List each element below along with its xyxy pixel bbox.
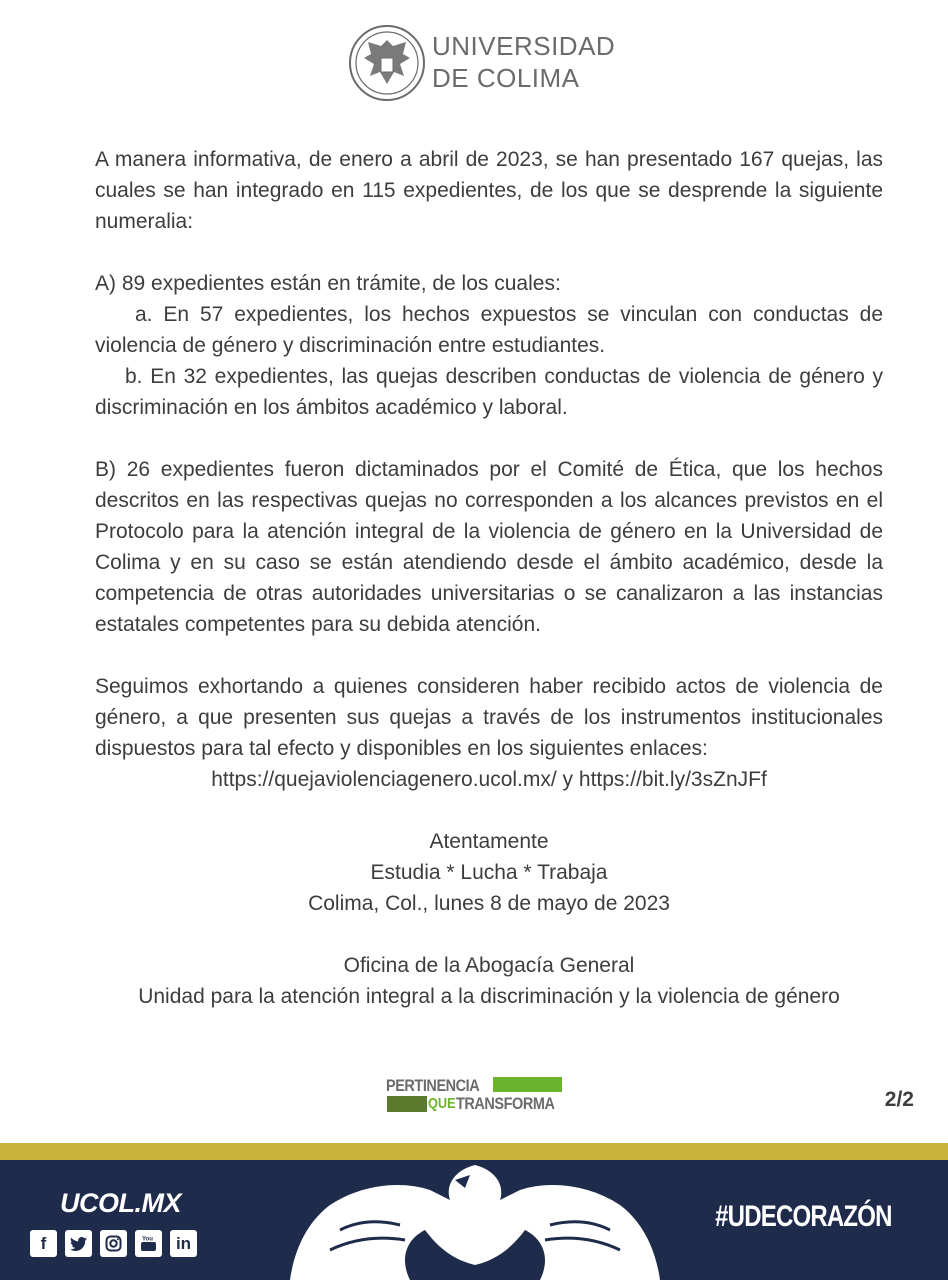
university-name — [432, 30, 615, 94]
transforma-word: TRANSFORMA — [456, 1094, 555, 1113]
intro-paragraph: A manera informativa, de enero a abril de 2023, se han presentado 167 quejas, las cuales se han integrado en 115 expedientes, de los que se desprende la siguiente numeralia: — [95, 148, 883, 233]
university-name-line1: UNIVERSIDAD — [432, 31, 616, 61]
eagle-emblem-icon — [280, 1160, 670, 1280]
linkedin-icon[interactable]: in — [170, 1230, 197, 1257]
section-a-heading: A) 89 expedientes están en trámite, de los cuales: — [95, 272, 561, 295]
site-logo[interactable]: UCOL.MX — [60, 1188, 181, 1218]
pertinencia-word: PERTINENCIA — [386, 1076, 480, 1095]
closing-regards: Atentamente — [429, 830, 549, 853]
pertinencia-que-word: QUE — [428, 1095, 456, 1112]
hashtag-logo: #UDECORAZÓN — [715, 1200, 892, 1233]
twitter-icon[interactable] — [65, 1230, 92, 1257]
facebook-icon[interactable]: f — [30, 1230, 57, 1257]
youtube-icon[interactable] — [135, 1230, 162, 1257]
pertinencia-dark-bar — [387, 1096, 427, 1112]
letterhead — [0, 20, 948, 110]
pertinencia-logo — [386, 1076, 562, 1114]
university-seal-icon — [348, 24, 426, 102]
letter-body — [95, 144, 883, 1012]
pertinencia-green-bar — [493, 1077, 562, 1092]
social-links — [30, 1230, 197, 1257]
closing-motto: Estudia * Lucha * Trabaja — [370, 861, 608, 884]
complaint-links[interactable]: https://quejaviolenciagenero.ucol.mx/ y https://bit.ly/3sZnJFf — [211, 768, 767, 791]
page-number: 2/2 — [884, 1088, 914, 1111]
section-a-item-b: b. En 32 expedientes, las quejas describen conductas de violencia de género y discriminación en los ámbitos académico y laboral. — [95, 365, 883, 419]
university-name-line2: DE COLIMA — [432, 63, 580, 93]
section-b-paragraph: B) 26 expedientes fueron dictaminados por el Comité de Ética, que los hechos descritos en las respectivas quejas no corresponden a los alcances previstos en el Protocolo para la atención integral de la violencia de género en la Universidad de Colima y en su caso se están atendiendo desde el ámbito académico, desde la competencia de otras autoridades universitarias o se canalizaron a las instancias estatales competentes para su debida atención. — [95, 458, 883, 636]
closing-place-date: Colima, Col., lunes 8 de mayo de 2023 — [308, 892, 670, 915]
signing-unit: Unidad para la atención integral a la discriminación y la violencia de género — [138, 985, 840, 1008]
footer — [0, 1160, 948, 1280]
closing-block — [95, 826, 883, 1012]
signing-office: Oficina de la Abogacía General — [343, 954, 635, 977]
instagram-icon[interactable] — [100, 1230, 127, 1257]
footer-gold-band — [0, 1143, 948, 1160]
exhort-paragraph: Seguimos exhortando a quienes consideren haber recibido actos de violencia de género, a que presenten sus quejas a través de los instrumentos institucionales dispuestos para tal efecto y disponibles en los siguientes enlaces: — [95, 675, 883, 760]
svg-text:You: You — [142, 1236, 153, 1243]
section-a-item-a: a. En 57 expedientes, los hechos expuestos se vinculan con conductas de violencia de género y discriminación entre estudiantes. — [95, 303, 883, 357]
